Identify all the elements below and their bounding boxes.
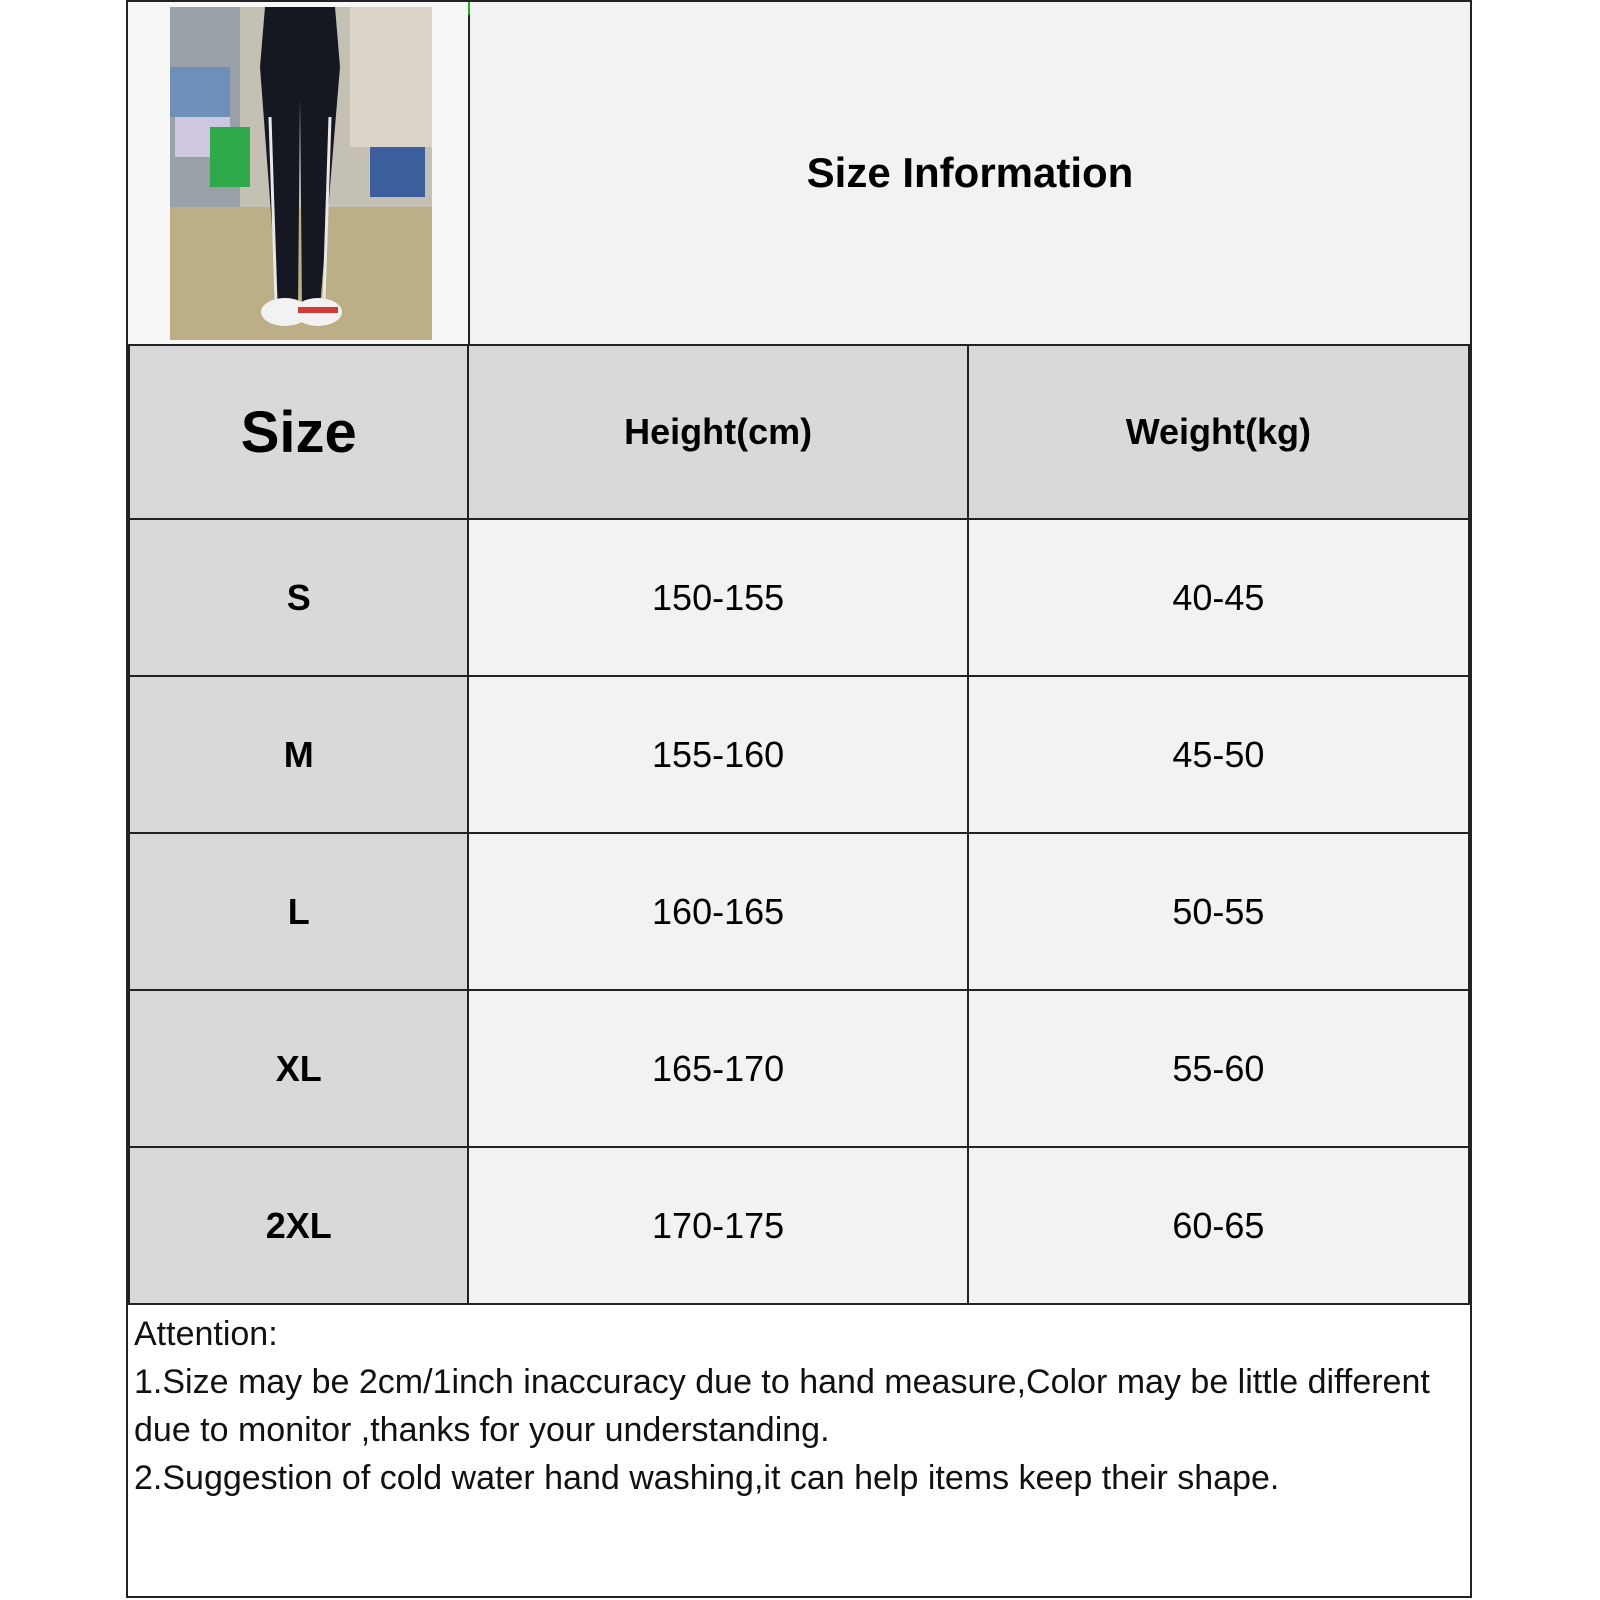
- weight-cell: 45-50: [968, 676, 1469, 833]
- notes-heading: Attention:: [134, 1315, 278, 1353]
- height-cell: 170-175: [468, 1147, 967, 1304]
- size-cell: M: [129, 676, 468, 833]
- weight-cell: 50-55: [968, 833, 1469, 990]
- weight-cell: 60-65: [968, 1147, 1469, 1304]
- height-cell: 150-155: [468, 519, 967, 676]
- product-photo-cell: [128, 2, 470, 344]
- size-cell: L: [129, 833, 468, 990]
- column-header-size: Size: [129, 345, 468, 519]
- height-cell: 165-170: [468, 990, 967, 1147]
- weight-cell: 40-45: [968, 519, 1469, 676]
- table-row: [129, 833, 1469, 990]
- weight-cell: 55-60: [968, 990, 1469, 1147]
- note-line-2: 2.Suggestion of cold water hand washing,it can help items keep their shape.: [134, 1459, 1280, 1497]
- height-cell: 160-165: [468, 833, 967, 990]
- size-cell: S: [129, 519, 468, 676]
- column-header-height: Height(cm): [468, 345, 967, 519]
- product-photo: [170, 7, 432, 340]
- table-row: [129, 519, 1469, 676]
- table-row: [129, 676, 1469, 833]
- height-cell: 155-160: [468, 676, 967, 833]
- table-row: [129, 990, 1469, 1147]
- note-line-1: 1.Size may be 2cm/1inch inaccuracy due to hand measure,Color may be little different due to monitor ,thanks for your understanding.: [134, 1363, 1430, 1449]
- flared-pants-photo: [170, 7, 432, 340]
- table-header-row: [129, 345, 1469, 519]
- chart-header: [128, 2, 1470, 347]
- size-table: [128, 344, 1470, 1305]
- size-chart: [126, 0, 1472, 1598]
- size-cell: XL: [129, 990, 468, 1147]
- column-header-weight: Weight(kg): [968, 345, 1469, 519]
- attention-notes: [134, 1310, 1454, 1502]
- page-title: Size Information: [806, 149, 1134, 196]
- size-cell: 2XL: [129, 1147, 468, 1304]
- table-row: [129, 1147, 1469, 1304]
- title-cell: [470, 2, 1470, 344]
